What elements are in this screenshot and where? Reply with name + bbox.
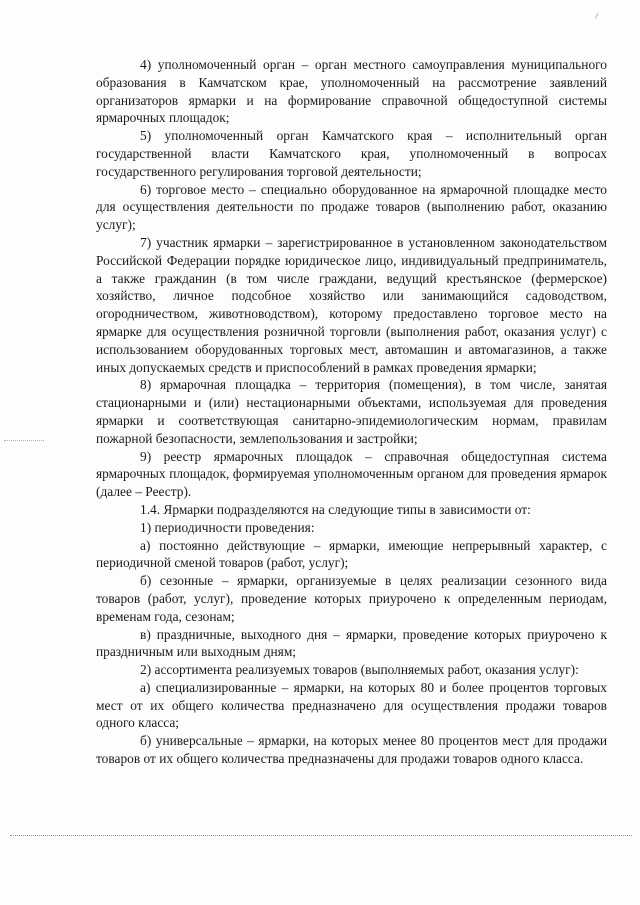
- list-item-permanent: а) постоянно действующие – ярмарки, имеющие непрерывный характер, с периодичной сменой товаров (работ, услуг);: [96, 537, 607, 571]
- definition-item-9: 9) реестр ярмарочных площадок – справочная общедоступная система ярмарочных площадок, формируемая уполномоченным органом для проведения ярмарок (далее – Реестр).: [96, 448, 607, 500]
- list-item-specialized: а) специализированные – ярмарки, на которых 80 и более процентов торговых мест от их общего количества предназначено для осуществления продажи товаров одного класса;: [96, 679, 607, 731]
- list-item-seasonal: б) сезонные – ярмарки, организуемые в целях реализации сезонного вида товаров (работ, услуг), проведение которых приурочено к определенным периодам, временам года, сезонам;: [96, 573, 607, 624]
- scan-artifact: [595, 13, 604, 21]
- list-item-holiday: в) праздничные, выходного дня – ярмарки, проведение которых приурочено к праздничным или выходным дням;: [96, 626, 607, 660]
- section-heading-1-4: 1.4. Ярмарки подразделяются на следующие типы в зависимости от:: [140, 501, 531, 517]
- page-divider: [10, 835, 632, 836]
- definition-item-8: 8) ярмарочная площадка – территория (помещения), в том числе, занятая стационарными и (или) нестационарными объектами, используемая для проведения ярмарки и соответствующая санитарно-эпидемиологическим нормам, правилам пожарной безопасности, землепользования и застройки;: [96, 377, 607, 446]
- list-item-universal: б) универсальные – ярмарки, на которых менее 80 процентов мест для продажи товаров от их общего количества предназначены для продажи товаров одного класса.: [96, 733, 607, 767]
- definition-item-5: 5) уполномоченный орган Камчатского края – исполнительный орган государственной власти Камчатского края, уполномоченный в вопросах государственного регулирования торговой деятельности;: [96, 128, 607, 179]
- list-item-assortment: 2) ассортимента реализуемых товаров (выполняемых работ, оказания услуг):: [140, 662, 579, 678]
- document-body: [96, 56, 607, 768]
- definition-item-7: 7) участник ярмарки – зарегистрированное в установленном законодательством Российской Федерации порядке юридическое лицо, индивидуальный предприниматель, а также гражданин (в том числе граждани, ведущий крестьянское (фермерское) хозяйство, личное подсобное хозяйство или занимающийся садоводством, огородничеством, животноводством), которому предоставлено торговое место на ярмарке для осуществления розничной торговли (выполнения работ, оказания услуг) с использованием оборудованных торговых мест, автомашин и автомагазинов, а также иных допускаемых средств и приспособлений в рамках проведения ярмарки;: [96, 234, 607, 375]
- scan-artifact: [4, 440, 44, 445]
- definition-item-4: 4) уполномоченный орган – орган местного самоуправления муниципального образования в Камчатском крае, уполномоченный на рассмотрение заявлений организаторов ярмарки и на формирование справочной общедоступной системы ярмарочных площадок;: [96, 57, 607, 126]
- list-item-periodicity: 1) периодичности проведения:: [140, 519, 315, 535]
- definition-item-6: 6) торговое место – специально оборудованное на ярмарочной площадке место для осуществления деятельности по продаже товаров (выполнению работ, оказанию услуг);: [96, 181, 607, 233]
